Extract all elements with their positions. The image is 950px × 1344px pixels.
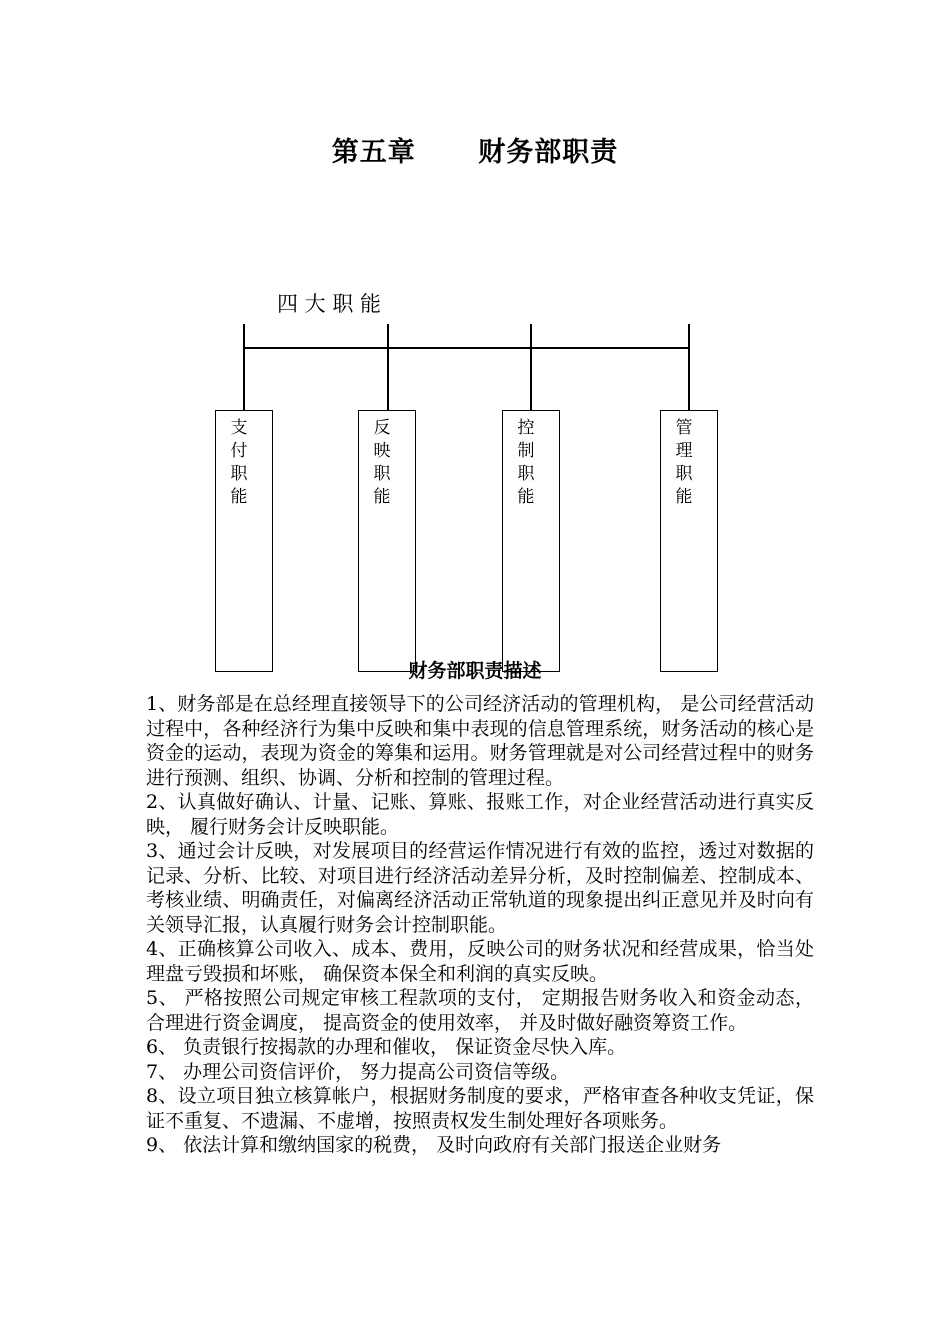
duty-paragraph: 1、财务部是在总经理直接领导下的公司经济活动的管理机构， 是公司经营活动过程中，各种经济行为集中反映和集中表现的信息管理系统，财务活动的核心是资金的运动，表现为资金的筹集和运用。财务管理就是对公司经营过程中的财务进行预测、组织、协调、分析和控制的管理过程。 xyxy=(146,693,814,789)
connector-line xyxy=(387,324,389,410)
function-label: 管理职能 xyxy=(675,418,693,507)
connector-line xyxy=(530,324,532,410)
org-chart-heading: 四 大 职 能 xyxy=(277,292,382,316)
duty-paragraph: 3、通过会计反映，对发展项目的经营运作情况进行有效的监控，透过对数据的记录、分析、比较、对项目进行经济活动差异分析，及时控制偏差、控制成本、考核业绩、明确责任，对偏离经济活动正常轨道的现象提出纠正意见并及时向有关领导汇报，认真履行财务会计控制职能。 xyxy=(146,840,814,936)
duty-paragraph: 9、 依法计算和缴纳国家的税费， 及时向政府有关部门报送企业财务 xyxy=(146,1134,722,1156)
duty-paragraph: 6、 负责银行按揭款的办理和催收， 保证资金尽快入库。 xyxy=(146,1036,627,1058)
section-title: 财务部职责描述 xyxy=(408,660,542,682)
function-box-control xyxy=(502,410,560,672)
chapter-title: 第五章 财务部职责 xyxy=(331,137,619,168)
function-box-payment xyxy=(215,410,273,672)
duty-paragraph: 2、认真做好确认、计量、记账、算账、报账工作，对企业经营活动进行真实反映， 履行财务会计反映职能。 xyxy=(146,791,814,838)
connector-bar xyxy=(243,347,690,349)
duty-paragraph: 7、 办理公司资信评价， 努力提高公司资信等级。 xyxy=(146,1060,570,1083)
function-label: 支付职能 xyxy=(230,418,248,507)
duty-paragraph: 5、 严格按照公司规定审核工程款项的支付， 定期报告财务收入和资金动态， 合理进行资金调度， 提高资金的使用效率， 并及时做好融资筹资工作。 xyxy=(146,987,814,1034)
function-box-management xyxy=(660,410,718,672)
connector-line xyxy=(243,324,245,410)
function-label: 控制职能 xyxy=(517,418,535,507)
function-box-reflection xyxy=(358,410,416,672)
function-label: 反映职能 xyxy=(373,418,391,507)
duty-paragraph: 8、设立项目独立核算帐户，根据财务制度的要求，严格审查各种收支凭证，保证不重复、不遗漏、不虚增，按照责权发生制处理好各项账务。 xyxy=(146,1085,814,1132)
duty-paragraph: 4、正确核算公司收入、成本、费用，反映公司的财务状况和经营成果，恰当处理盘亏毁损和坏账， 确保资本保全和利润的真实反映。 xyxy=(146,938,814,985)
connector-line xyxy=(688,324,690,410)
duties-list xyxy=(146,692,814,1158)
